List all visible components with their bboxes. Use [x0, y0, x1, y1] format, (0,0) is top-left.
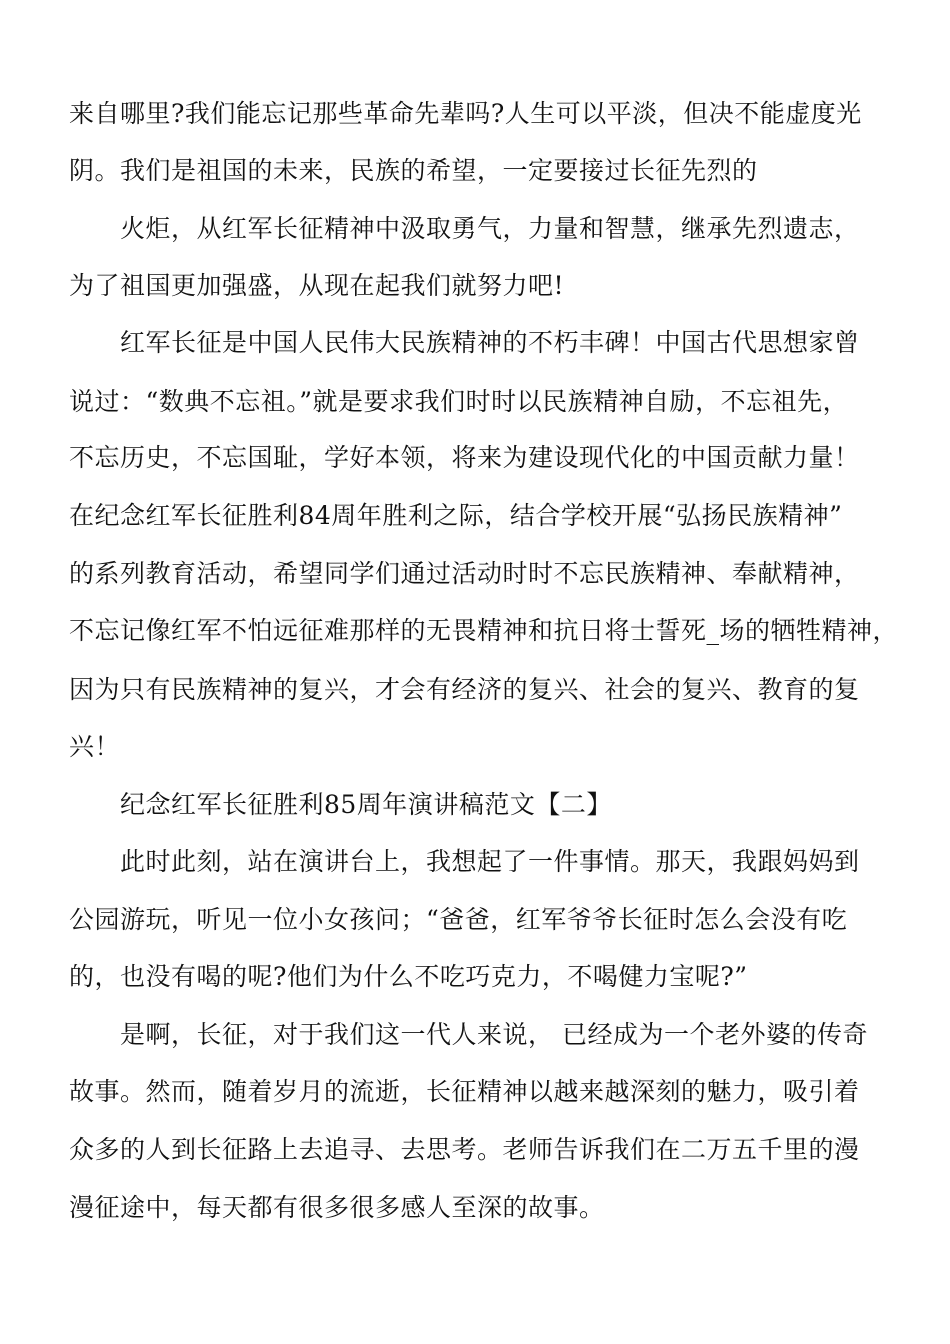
text-line-16: 的，也没有喝的呢?他们为什么不吃巧克力，不喝健力宝呢?”: [69, 962, 748, 991]
text-line-4: 为了祖国更加强盛，从现在起我们就努力吧!: [69, 271, 565, 300]
text-line-18: 故事。然而，随着岁月的流逝，长征精神以越来越深刻的魅力，吸引着: [69, 1077, 860, 1106]
text-line-15: 公园游玩，听见一位小女孩问；“爸爸，红军爷爷长征时怎么会没有吃: [69, 905, 848, 934]
text-line-1: 来自哪里?我们能忘记那些革命先辈吗?人生可以平淡，但决不能虚度光: [69, 99, 862, 128]
text-line-10: 不忘记像红军不怕远征难那样的无畏精神和抗日将士誓死_场的牺牲精神，: [69, 616, 899, 645]
text-line-8: 在纪念红军长征胜利84周年胜利之际，结合学校开展“弘扬民族精神”: [69, 501, 843, 530]
text-line-11: 因为只有民族精神的复兴，才会有经济的复兴、社会的复兴、教育的复: [69, 675, 860, 704]
text-line-17: 是啊，长征，对于我们这一代人来说， 已经成为一个老外婆的传奇: [120, 1020, 868, 1049]
text-line-14: 此时此刻，站在演讲台上，我想起了一件事情。那天，我跟妈妈到: [120, 847, 860, 876]
text-line-19: 众多的人到长征路上去追寻、去思考。老师告诉我们在二万五千里的漫: [69, 1135, 860, 1164]
text-line-9: 的系列教育活动，希望同学们通过活动时时不忘民族精神、奉献精神，: [69, 559, 860, 588]
text-line-6: 说过：“数典不忘祖。”就是要求我们时时以民族精神自励，不忘祖先，: [69, 387, 849, 416]
text-line-20: 漫征途中，每天都有很多很多感人至深的故事。: [69, 1193, 605, 1222]
text-line-5: 红军长征是中国人民伟大民族精神的不朽丰碑！中国古代思想家曾: [120, 328, 860, 357]
text-line-3: 火炬，从红军长征精神中汲取勇气，力量和智慧，继承先烈遗志，: [120, 214, 860, 243]
text-line-12: 兴！: [69, 732, 121, 761]
section-heading: 纪念红军长征胜利85周年演讲稿范文【二】: [120, 790, 612, 819]
text-line-7: 不忘历史，不忘国耻，学好本领，将来为建设现代化的中国贡献力量！: [69, 443, 860, 472]
text-line-2: 阴。我们是祖国的未来，民族的希望，一定要接过长征先烈的: [69, 156, 758, 185]
